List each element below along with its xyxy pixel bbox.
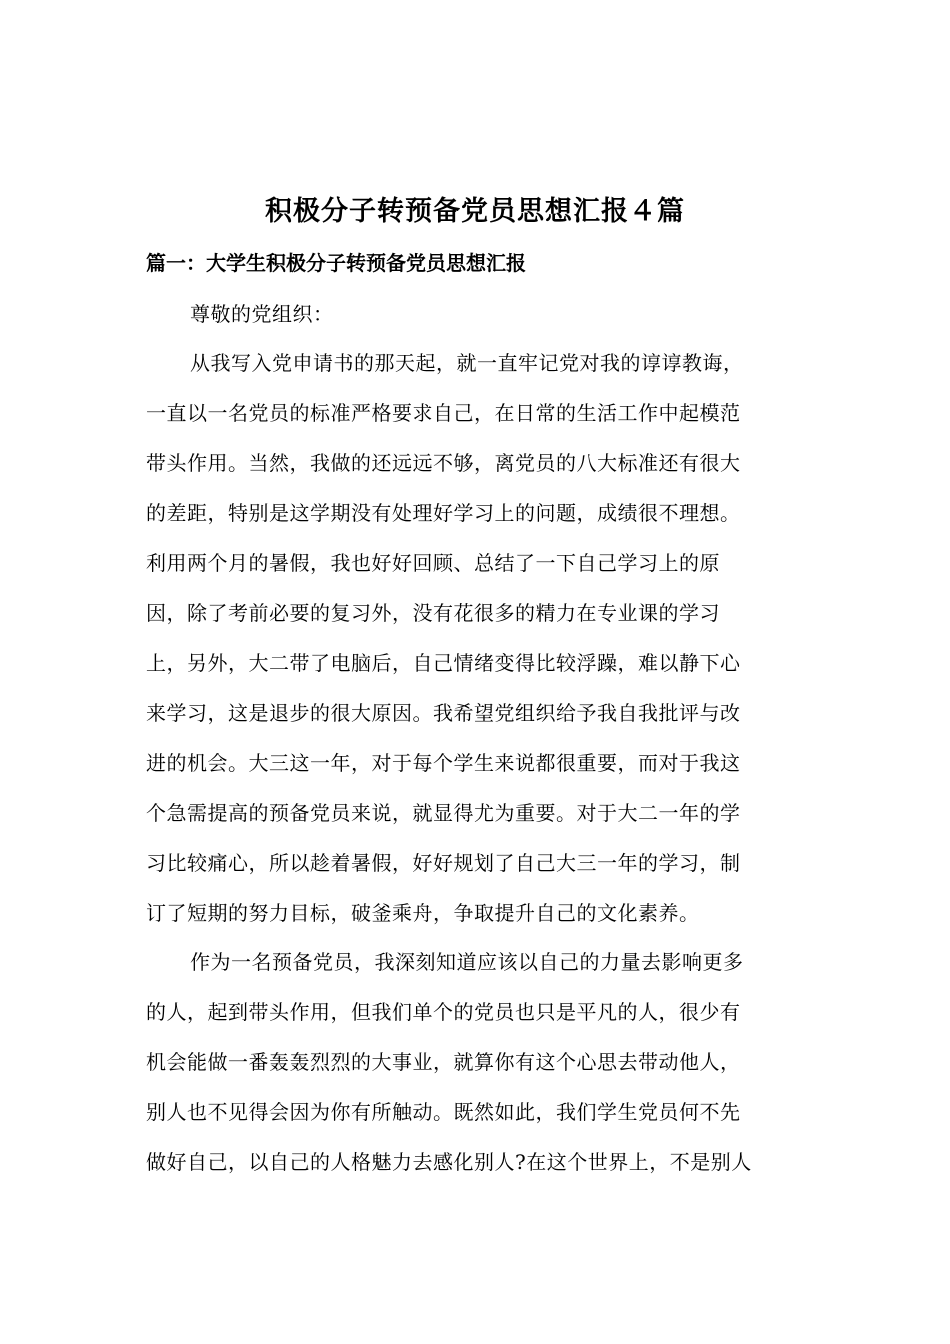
paragraph-line: 个急需提高的预备党员来说，就显得尤为重要。对于大二一年的学 xyxy=(146,801,741,825)
paragraph-line: 的人，起到带头作用，但我们单个的党员也只是平凡的人，很少有 xyxy=(146,1000,741,1024)
paragraph-line: 一直以一名党员的标准严格要求自己，在日常的生活工作中起模范 xyxy=(146,401,741,425)
section-heading: 篇一：大学生积极分子转预备党员思想汇报 xyxy=(146,251,526,275)
salutation-line: 尊敬的党组织： xyxy=(190,302,334,326)
document-title: 积极分子转预备党员思想汇报４篇 xyxy=(265,196,685,227)
paragraph-line: 从我写入党申请书的那天起，就一直牢记党对我的谆谆教诲， xyxy=(190,351,744,375)
paragraph-line: 带头作用。当然，我做的还远远不够，离党员的八大标准还有很大 xyxy=(146,451,741,475)
paragraph-line: 因，除了考前必要的复习外，没有花很多的精力在专业课的学习 xyxy=(146,601,720,625)
paragraph-line: 利用两个月的暑假，我也好好回顾、总结了一下自己学习上的原 xyxy=(146,551,720,575)
paragraph-line: 机会能做一番轰轰烈烈的大事业，就算你有这个心思去带动他人， xyxy=(146,1050,741,1074)
paragraph-line: 做好自己，以自己的人格魅力去感化别人?在这个世界上，不是别人 xyxy=(146,1150,752,1174)
paragraph-line: 作为一名预备党员，我深刻知道应该以自己的力量去影响更多 xyxy=(190,950,744,974)
paragraph-line: 的差距，特别是这学期没有处理好学习上的问题，成绩很不理想。 xyxy=(146,501,741,525)
paragraph-line: 别人也不见得会因为你有所触动。既然如此，我们学生党员何不先 xyxy=(146,1100,741,1124)
paragraph-line: 来学习，这是退步的很大原因。我希望党组织给予我自我批评与改 xyxy=(146,701,741,725)
paragraph-line: 订了短期的努力目标，破釜乘舟，争取提升自己的文化素养。 xyxy=(146,901,700,925)
paragraph-line: 进的机会。大三这一年，对于每个学生来说都很重要，而对于我这 xyxy=(146,751,741,775)
paragraph-line: 上，另外，大二带了电脑后，自己情绪变得比较浮躁，难以静下心 xyxy=(146,651,741,675)
paragraph-line: 习比较痛心，所以趁着暑假，好好规划了自己大三一年的学习，制 xyxy=(146,851,741,875)
